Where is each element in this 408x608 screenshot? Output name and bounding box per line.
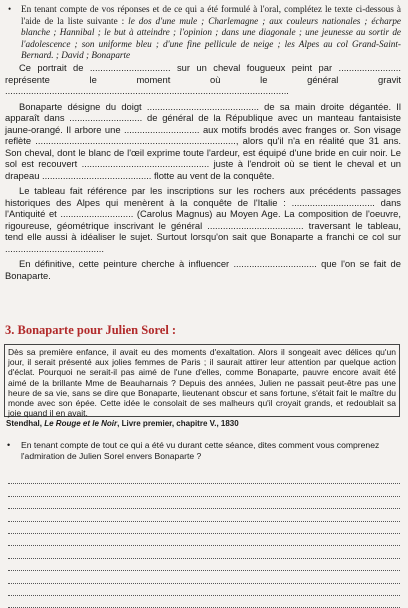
answer-line[interactable] — [8, 534, 400, 546]
answer-line[interactable] — [8, 472, 400, 484]
answer-line[interactable] — [8, 559, 400, 571]
instruction — [8, 4, 401, 62]
answer-line[interactable] — [8, 571, 400, 583]
answer-line[interactable] — [8, 522, 400, 534]
bullet: • — [7, 440, 11, 450]
source-rest: , Livre premier, chapitre V., 1830 — [117, 419, 239, 428]
source-title: Le Rouge et le Noir — [44, 419, 118, 428]
cloze-paragraph-1[interactable]: Ce portrait de ............................... sur un cheval fougueux peint par ........................ représente le moment où le général gravit ............................................................................................................. — [5, 62, 401, 96]
instruction-text: En tenant compte de vos réponses et de ce qui a été formulé à l'oral, complétez le texte ci-dessous à l'aide de la liste suivante : — [21, 4, 401, 26]
cloze-paragraph-2[interactable]: Bonaparte désigne du doigt ........................................... de sa main droite dégantée. Il apparaît dans ............................ de général de la République avec un manteau fantaisiste jaune-orangé. Il arbore une ............................. aux motifs brodés avec franges or. Son visage reflète ............................................................................., alors qu'il n'a en réalité que 31 ans. Son cheval, dont le blanc de l'œil exprime toute l'ardeur, est équipé d'une bride en cuir noir. Le sol est recouvert ................................................. juste à l'endroit où se tient le cheval et un drapeau .......................................... flotte au vent de la conquête. — [5, 100, 401, 181]
bullet: • — [8, 4, 12, 14]
answer-area[interactable] — [8, 472, 400, 608]
answer-line[interactable] — [8, 497, 400, 509]
quote-source — [6, 419, 239, 428]
answer-line[interactable] — [8, 509, 400, 521]
source-author: Stendhal, — [6, 419, 45, 428]
section-title: 3. Bonaparte pour Julien Sorel : — [5, 323, 177, 337]
cloze-text — [5, 62, 401, 285]
quote-box — [4, 344, 400, 417]
cloze-paragraph-4[interactable]: En définitive, cette peinture cherche à influencer ................................ que l'on se fait de Bonaparte. — [5, 258, 401, 281]
quote-text: Dès sa première enfance, il avait eu des moments d'exaltation. Alors il songeait avec délices qu'un jour, il serait présenté aux jolies femmes de Paris ; il saurait attirer leur attention par quelque action d'éclat. Pourquoi ne serait-il pas aimé de l'une d'elles, comme Bonaparte, pauvre encore avait été aimé de la brillante Mme de Beauharnais ? Depuis des années, Julien ne passait peut-être pas une heure de sa vie, sans se dire que Bonaparte, lieutenant obscur et sans fortune, s'était fait le maître du monde avec son épée. Cette idée le consolait de ses malheurs qu'il croyait grands, et redoublait sa joie quand il en avait. — [8, 347, 396, 419]
word-list: le dos d'une mule ; Charlemagne ; aux couleurs nationales ; écharpe blanche ; Hannibal ; le but à atteindre ; l'opinion ; dans une diagonale ; une jeunesse au sortir de l'adolescence ; son uniforme bleu ; d'une fine pellicule de neige ; les Alpes au col Grand-Saint-Bernard. ; David ; Bonaparte — [21, 15, 401, 61]
answer-line[interactable] — [8, 596, 400, 608]
answer-line[interactable] — [8, 584, 400, 596]
answer-line[interactable] — [8, 484, 400, 496]
cloze-paragraph-3[interactable]: Le tableau fait référence par les inscriptions sur les rochers aux précédents passages historiques des Alpes qui menèrent à la conquête de l'Italie : ................................ dans l'Antiquité et ............................ (Carolus Magnus) au Moyen Age. La composition de l'oeuvre, rigoureuse, géométrique inscrivant le général ..................................... traversant le tableau, tend elle aussi à idéaliser le sujet. Surtout lorsqu'on sait que Bonaparte a franchi ce col sur ...................................... — [5, 185, 401, 254]
question — [7, 440, 401, 461]
question-text: En tenant compte de tout ce qui a été vu durant cette séance, dites comment vous comprenez l'admiration de Julien Sorel envers Bonaparte ? — [21, 440, 380, 461]
answer-line[interactable] — [8, 546, 400, 558]
